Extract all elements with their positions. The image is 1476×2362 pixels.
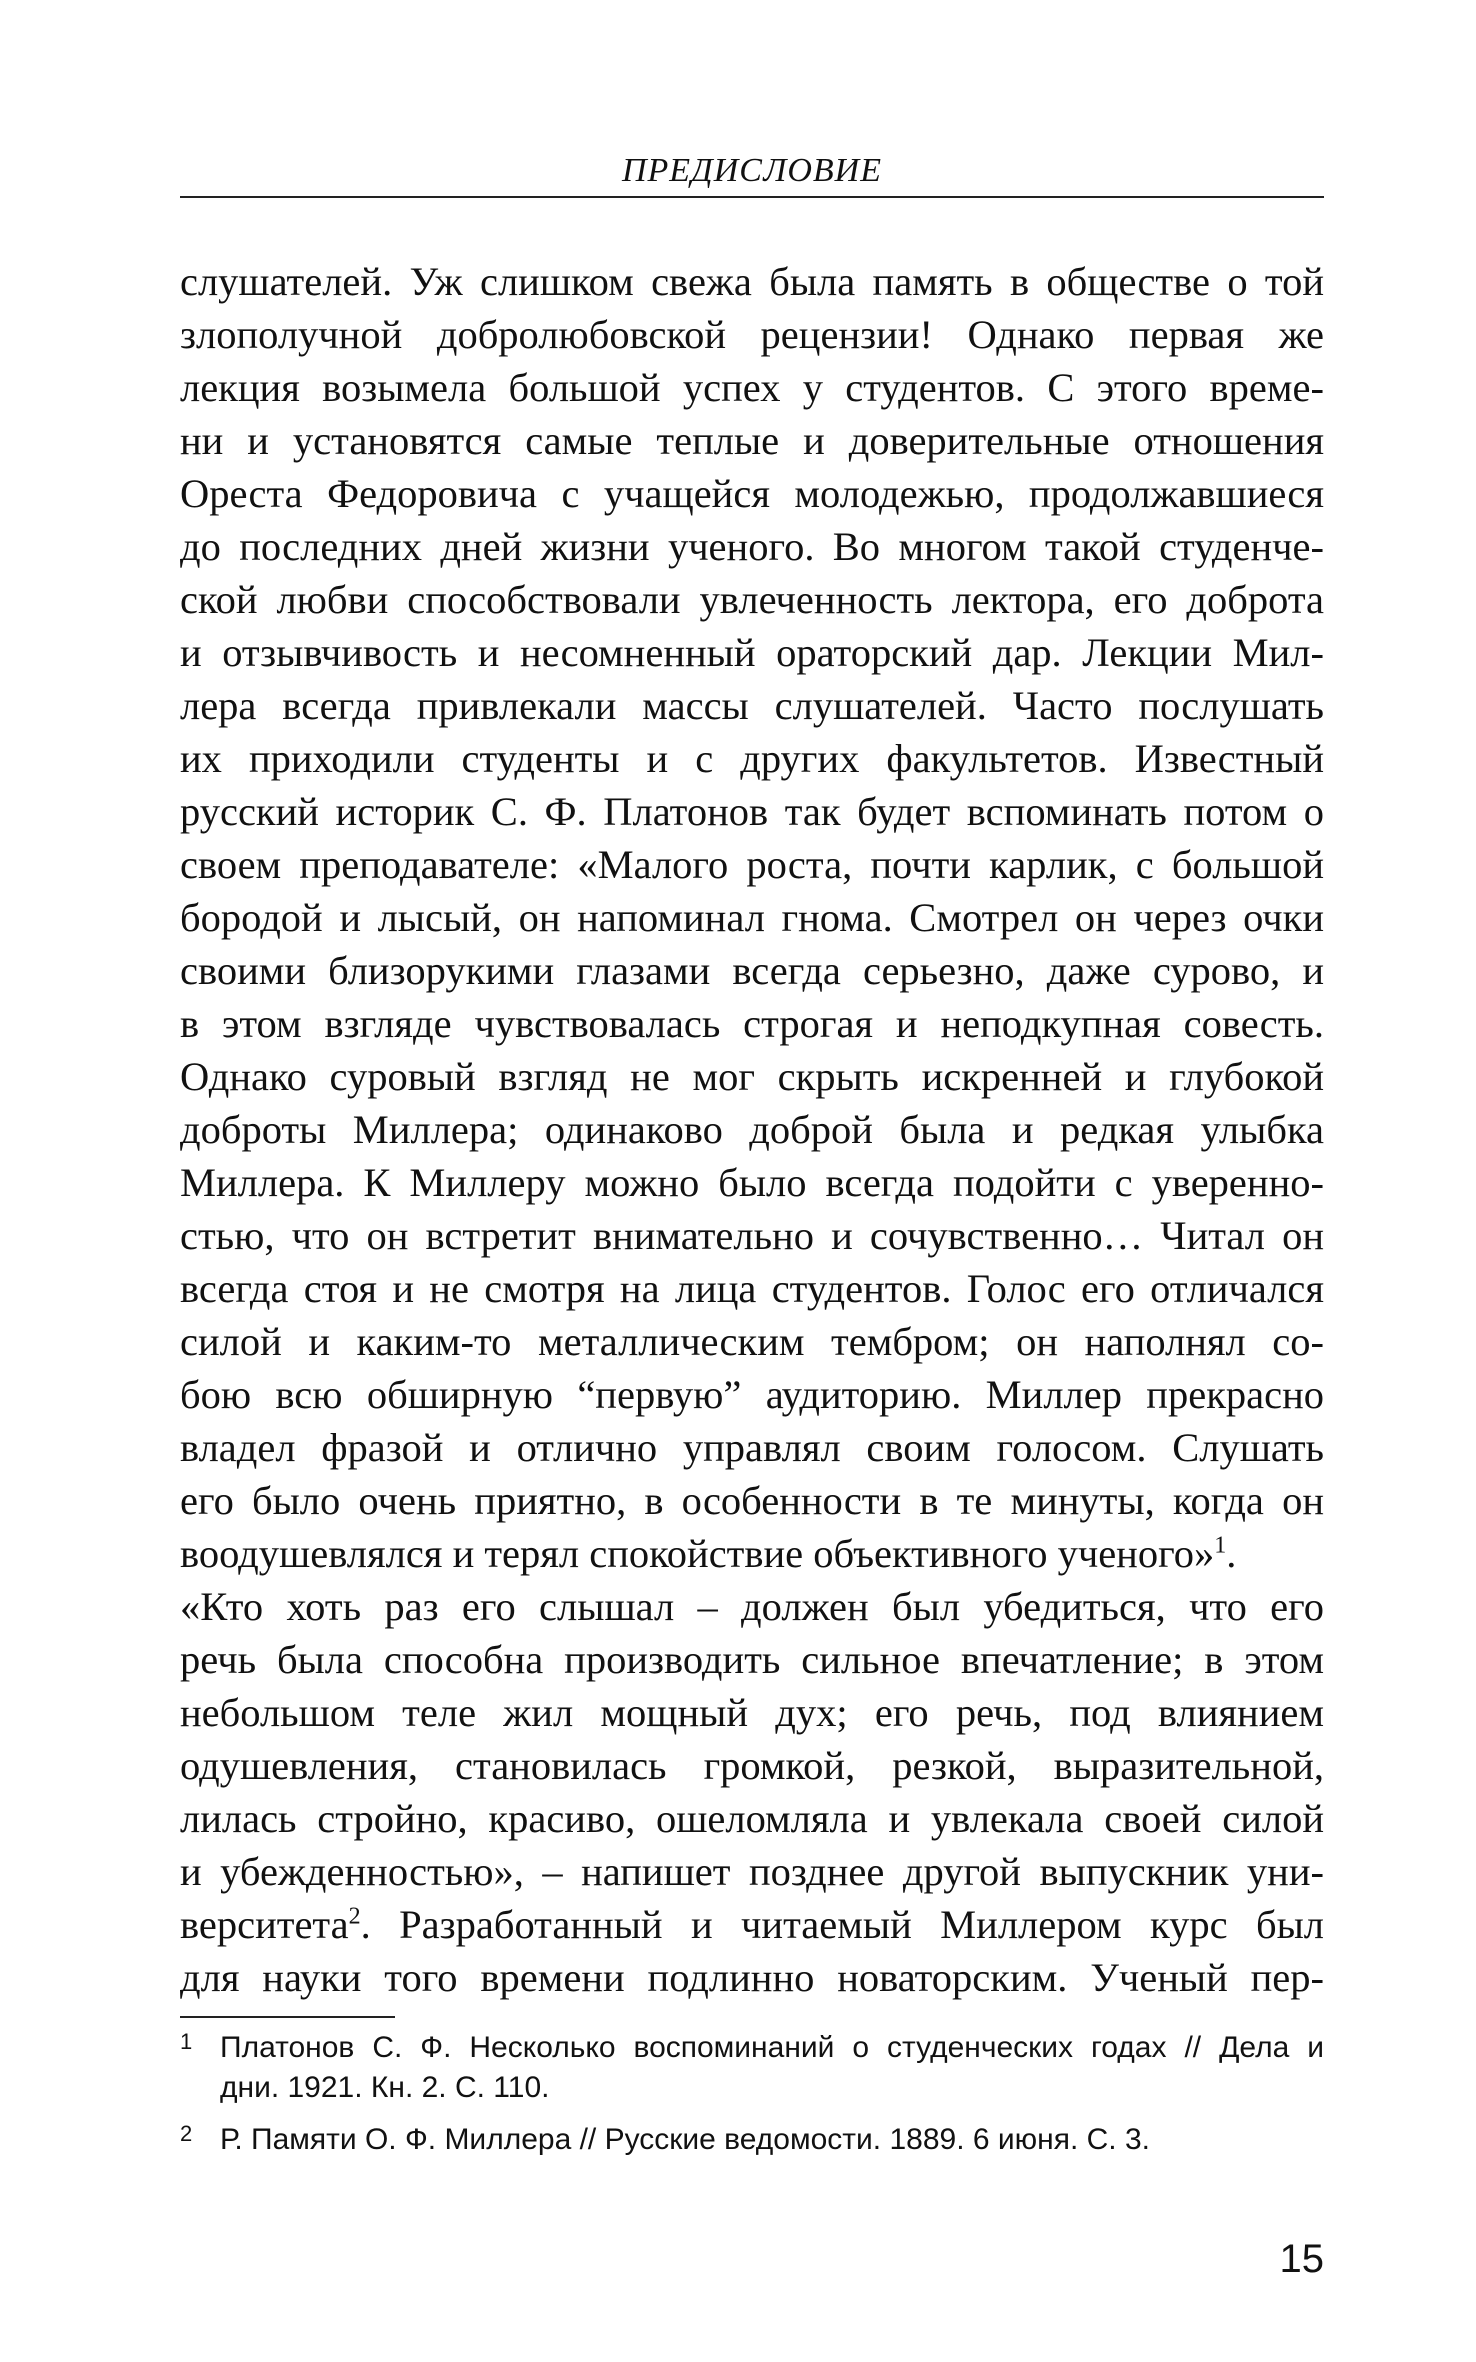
- text-line-end: .: [1226, 1531, 1237, 1576]
- footnote-number: 1: [180, 2029, 193, 2054]
- text-line: доброты Миллера; одинаково доброй была и редкая улыбка: [180, 1107, 1324, 1152]
- text-line-start: верситета: [180, 1902, 349, 1947]
- text-line: своими близорукими глазами всегда серьезно, даже сурово, и: [180, 948, 1324, 993]
- text-line: «Кто хоть раз его слышал – должен был убедиться, что его: [180, 1584, 1324, 1629]
- footnote-ref-2[interactable]: 2: [348, 1903, 361, 1930]
- text-line-start: воодушевлялся и терял спокойствие объективного ученого»: [180, 1531, 1215, 1576]
- text-line: Ореста Федоровича с учащейся молодежью, продолжавшиеся: [180, 471, 1324, 516]
- text-line-with-ref: [180, 1898, 1324, 1951]
- footnotes: [180, 2028, 1324, 2172]
- text-line: одушевления, становилась громкой, резкой, выразительной,: [180, 1743, 1324, 1788]
- text-line: лекция возымела большой успех у студентов. С этого време-: [180, 365, 1324, 410]
- footnote-ref-1[interactable]: 1: [1214, 1532, 1227, 1559]
- text-line-with-ref: [180, 1527, 1324, 1580]
- text-line: его было очень приятно, в особенности в те минуты, когда он: [180, 1478, 1324, 1523]
- text-line: ской любви способствовали увлеченность лектора, его доброта: [180, 577, 1324, 622]
- text-line: Миллера. К Миллеру можно было всегда подойти с уверенно-: [180, 1160, 1324, 1205]
- text-line: бородой и лысый, он напоминал гнома. Смотрел он через очки: [180, 895, 1324, 940]
- text-line: силой и каким-то металлическим тембром; он наполнял со-: [180, 1319, 1324, 1364]
- text-line: речь была способна производить сильное впечатление; в этом: [180, 1637, 1324, 1682]
- text-line: стью, что он встретит внимательно и сочувственно… Читал он: [180, 1213, 1324, 1258]
- footnote-2: [180, 2120, 1324, 2160]
- text-line: всегда стоя и не смотря на лица студентов. Голос его отличался: [180, 1266, 1324, 1311]
- text-line: до последних дней жизни ученого. Во многом такой студенче-: [180, 524, 1324, 569]
- footnote-text: дни. 1921. Кн. 2. С. 110.: [220, 2071, 550, 2104]
- running-title: ПРЕДИСЛОВИЕ: [621, 152, 883, 189]
- text-line: бою всю обширную “первую” аудиторию. Миллер прекрасно: [180, 1372, 1324, 1417]
- text-line: лера всегда привлекали массы слушателей. Часто послушать: [180, 683, 1324, 728]
- text-line: ни и установятся самые теплые и доверительные отношения: [180, 418, 1324, 463]
- text-line: злополучной добролюбовской рецензии! Однако первая же: [180, 312, 1324, 357]
- text-line: для науки того времени подлинно новаторским. Ученый пер-: [180, 1955, 1324, 2000]
- text-line: и отзывчивость и несомненный ораторский дар. Лекции Мил-: [180, 630, 1324, 675]
- footnote-rule: [180, 2016, 395, 2018]
- text-line: и убежденностью», – напишет позднее другой выпускник уни-: [180, 1849, 1324, 1894]
- page-number: 15: [1279, 2237, 1324, 2281]
- text-line: владел фразой и отлично управлял своим голосом. Слушать: [180, 1425, 1324, 1470]
- text-line: русский историк С. Ф. Платонов так будет вспоминать потом о: [180, 789, 1324, 834]
- footnote-text: Р. Памяти О. Ф. Миллера // Русские ведомости. 1889. 6 июня. С. 3.: [220, 2123, 1150, 2156]
- text-line: небольшом теле жил мощный дух; его речь, под влиянием: [180, 1690, 1324, 1735]
- footnote-number: 2: [180, 2121, 193, 2146]
- footnote-text: Платонов С. Ф. Несколько воспоминаний о студенческих годах // Дела и: [220, 2031, 1324, 2064]
- text-line: слушателей. Уж слишком свежа была память в обществе о той: [180, 259, 1324, 304]
- text-line: Однако суровый взгляд не мог скрыть искренней и глубокой: [180, 1054, 1324, 1099]
- text-line: в этом взгляде чувствовалась строгая и неподкупная совесть.: [180, 1001, 1324, 1046]
- text-line: своем преподавателе: «Малого роста, почти карлик, с большой: [180, 842, 1324, 887]
- main-text: [180, 255, 1324, 2004]
- text-line: их приходили студенты и с других факультетов. Известный: [180, 736, 1324, 781]
- header-rule: [180, 196, 1324, 198]
- text-line-end: . Разработанный и читаемый Миллером курс был: [360, 1902, 1324, 1947]
- text-line: лилась стройно, красиво, ошеломляла и увлекала своей силой: [180, 1796, 1324, 1841]
- footnote-1: [180, 2028, 1324, 2108]
